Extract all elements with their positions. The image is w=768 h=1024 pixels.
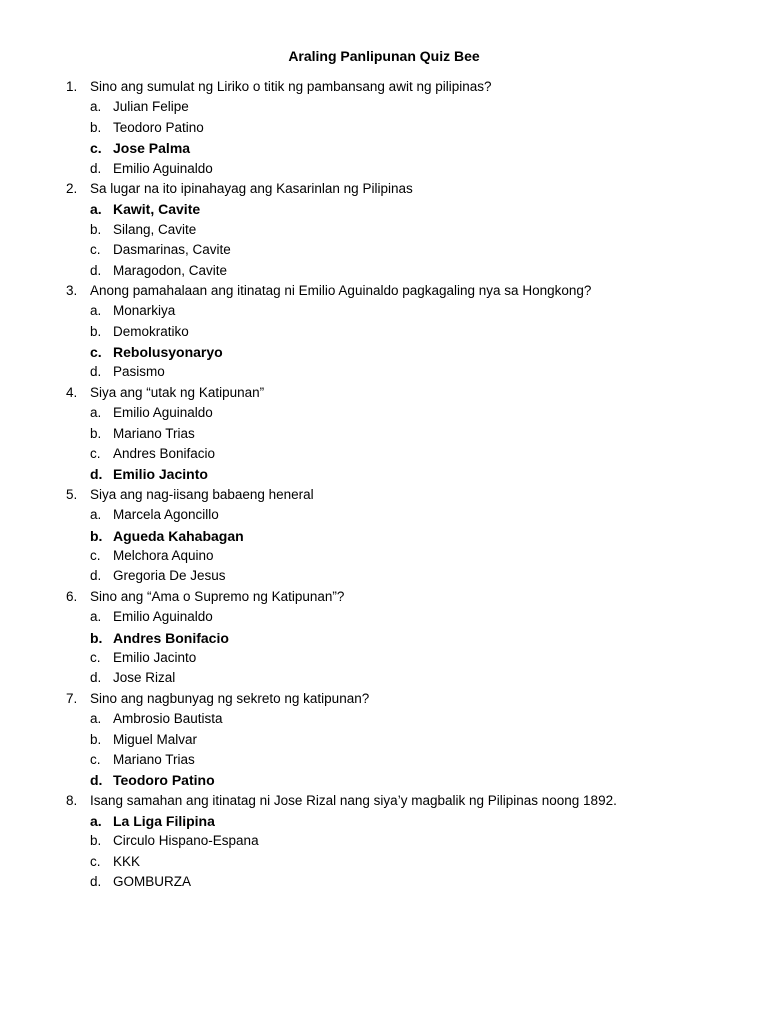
answer-choice [0, 831, 768, 851]
correct-answer-choice [0, 770, 768, 790]
choice-letter: d. [90, 466, 103, 483]
answer-choice [0, 730, 768, 750]
answer-choice [0, 566, 768, 586]
choice-text: Andres Bonifacio [113, 446, 216, 462]
choice-text: Kawit, Cavite [113, 201, 201, 218]
choice-letter: d. [90, 874, 102, 890]
correct-answer-choice [0, 811, 768, 831]
choice-letter: b. [90, 833, 102, 849]
answer-choice [0, 301, 768, 321]
choice-text: KKK [113, 853, 141, 869]
choice-letter: a. [90, 303, 102, 319]
question-text: Anong pamahalaan ang itinatag ni Emilio Aguinaldo pagkagaling nya sa Hongkong? [90, 282, 592, 298]
correct-answer-choice [0, 464, 768, 484]
choice-letter: d. [90, 160, 102, 176]
choice-letter: c. [90, 547, 101, 563]
question-number: 7. [66, 690, 78, 706]
answer-choice [0, 709, 768, 729]
question-number: 5. [66, 486, 78, 502]
choice-text: GOMBURZA [113, 874, 192, 890]
choice-letter: b. [90, 221, 102, 237]
question-number: 4. [66, 384, 78, 400]
choice-letter: c. [90, 140, 102, 157]
choice-text: Maragodon, Cavite [113, 262, 228, 278]
choice-text: Demokratiko [113, 323, 189, 339]
question-number: 8. [66, 792, 78, 808]
choice-letter: b. [90, 731, 102, 747]
question-5 [0, 485, 768, 505]
choice-letter: b. [90, 629, 103, 646]
choice-text: Agueda Kahabagan [113, 527, 244, 544]
choice-text: Emilio Aguinaldo [113, 160, 213, 176]
answer-choice [0, 362, 768, 382]
choice-letter: b. [90, 527, 103, 544]
choice-letter: c. [90, 853, 101, 869]
question-7 [0, 689, 768, 709]
choice-text: Teodoro Patino [113, 119, 204, 135]
answer-choice [0, 852, 768, 872]
answer-choice [0, 424, 768, 444]
question-text: Siya ang “utak ng Katipunan” [90, 384, 265, 400]
quiz-title: Araling Panlipunan Quiz Bee [288, 48, 480, 64]
choice-text: Emilio Jacinto [113, 649, 197, 665]
choice-letter: a. [90, 507, 102, 523]
choice-letter: a. [90, 813, 102, 830]
choice-letter: c. [90, 242, 101, 258]
question-3 [0, 281, 768, 301]
choice-text: Andres Bonifacio [113, 629, 229, 646]
answer-choice [0, 261, 768, 281]
choice-letter: d. [90, 772, 103, 789]
answer-choice [0, 444, 768, 464]
question-text: Isang samahan ang itinatag ni Jose Rizal nang siya’y magbalik ng Pilipinas noong 1892. [90, 792, 617, 808]
correct-answer-choice [0, 628, 768, 648]
choice-text: Rebolusyonaryo [113, 344, 223, 361]
choice-letter: c. [90, 446, 101, 462]
answer-choice [0, 546, 768, 566]
answer-choice [0, 872, 768, 892]
question-list [0, 77, 768, 893]
question-number: 1. [66, 79, 78, 94]
choice-text: Jose Palma [113, 140, 191, 157]
choice-text: Emilio Aguinaldo [113, 609, 213, 625]
question-8 [0, 791, 768, 811]
correct-answer-choice [0, 526, 768, 546]
choice-text: Mariano Trias [113, 751, 195, 767]
choice-letter: a. [90, 201, 102, 218]
choice-text: La Liga Filipina [113, 813, 215, 830]
correct-answer-choice [0, 138, 768, 158]
question-text: Sino ang sumulat ng Liriko o titik ng pambansang awit ng pilipinas? [90, 79, 492, 94]
choice-text: Melchora Aquino [113, 547, 214, 563]
answer-choice [0, 97, 768, 117]
choice-text: Emilio Aguinaldo [113, 405, 213, 421]
choice-text: Jose Rizal [113, 670, 176, 686]
choice-text: Monarkiya [113, 303, 176, 319]
choice-letter: c. [90, 344, 102, 361]
choice-letter: d. [90, 568, 102, 584]
choice-text: Silang, Cavite [113, 221, 197, 237]
question-4 [0, 383, 768, 403]
question-text: Sino ang “Ama o Supremo ng Katipunan”? [90, 588, 345, 604]
answer-choice [0, 220, 768, 240]
answer-choice [0, 750, 768, 770]
question-6 [0, 587, 768, 607]
question-number: 2. [66, 180, 78, 196]
choice-text: Mariano Trias [113, 425, 195, 441]
answer-choice [0, 607, 768, 627]
choice-letter: c. [90, 751, 101, 767]
answer-choice [0, 668, 768, 688]
choice-letter: a. [90, 405, 102, 421]
choice-text: Miguel Malvar [113, 731, 198, 747]
choice-letter: b. [90, 425, 102, 441]
choice-letter: c. [90, 649, 101, 665]
choice-letter: d. [90, 364, 102, 380]
choice-text: Ambrosio Bautista [113, 711, 223, 727]
choice-letter: b. [90, 323, 102, 339]
choice-text: Gregoria De Jesus [113, 568, 226, 584]
question-text: Sino ang nagbunyag ng sekreto ng katipunan? [90, 690, 370, 706]
answer-choice [0, 240, 768, 260]
choice-text: Emilio Jacinto [113, 466, 208, 483]
question-1 [0, 77, 768, 97]
choice-text: Pasismo [113, 364, 165, 380]
choice-text: Circulo Hispano-Espana [113, 833, 259, 849]
question-text: Sa lugar na ito ipinahayag ang Kasarinlan ng Pilipinas [90, 180, 413, 196]
answer-choice [0, 322, 768, 342]
correct-answer-choice [0, 199, 768, 219]
choice-text: Teodoro Patino [113, 772, 215, 789]
correct-answer-choice [0, 342, 768, 362]
choice-letter: b. [90, 119, 102, 135]
answer-choice [0, 118, 768, 138]
question-2 [0, 179, 768, 199]
choice-letter: a. [90, 711, 102, 727]
choice-text: Julian Felipe [113, 99, 189, 115]
question-number: 6. [66, 588, 78, 604]
choice-text: Marcela Agoncillo [113, 507, 219, 523]
answer-choice [0, 159, 768, 179]
answer-choice [0, 403, 768, 423]
choice-letter: a. [90, 609, 102, 625]
question-number: 3. [66, 282, 78, 298]
choice-letter: d. [90, 670, 102, 686]
answer-choice [0, 505, 768, 525]
answer-choice [0, 648, 768, 668]
choice-letter: d. [90, 262, 102, 278]
choice-text: Dasmarinas, Cavite [113, 242, 231, 258]
choice-letter: a. [90, 99, 102, 115]
question-text: Siya ang nag-iisang babaeng heneral [90, 486, 314, 502]
